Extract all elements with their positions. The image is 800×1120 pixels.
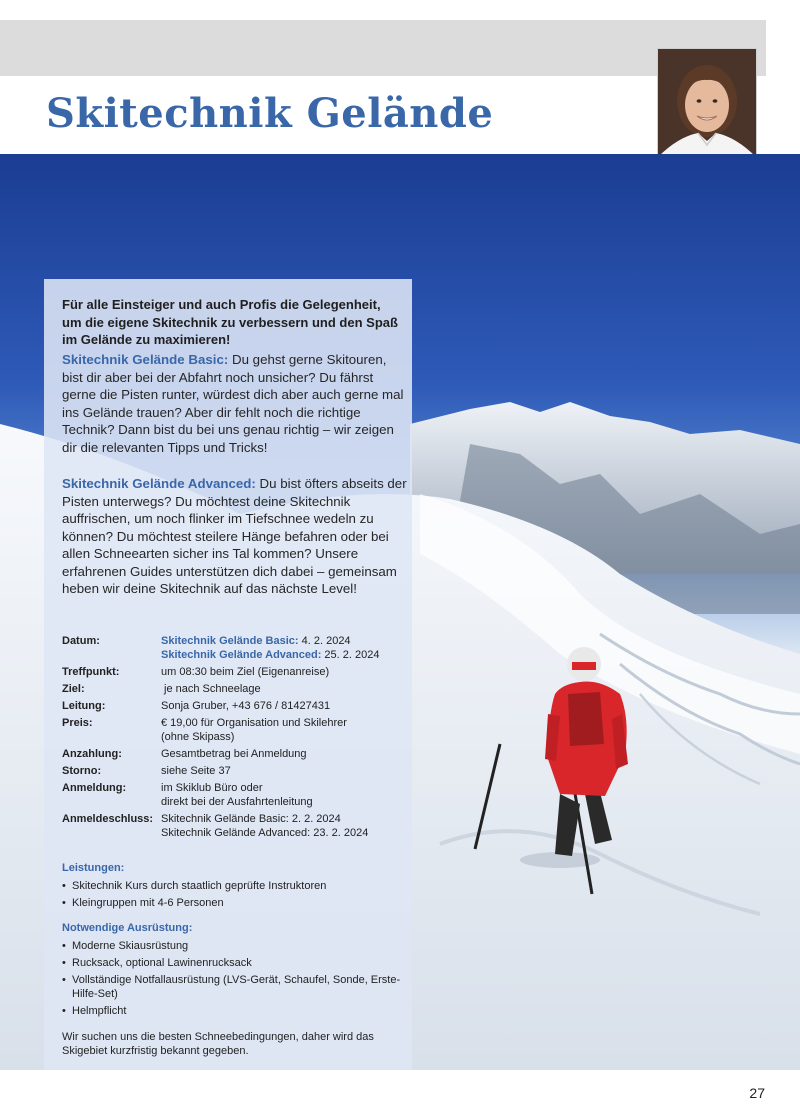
detail-row-anmeldeschluss xyxy=(62,812,407,840)
detail-label: Anzahlung: xyxy=(62,748,122,760)
detail-row-anmeldung xyxy=(62,781,407,809)
list-item: • Skitechnik Kurs durch staatlich geprüfte Instruktoren xyxy=(62,879,407,893)
datum-basic-lead: Skitechnik Gelände Basic: xyxy=(161,635,299,647)
detail-value: siehe Seite 37 xyxy=(161,765,231,777)
detail-value xyxy=(161,781,407,809)
list-item: • Helmpflicht xyxy=(62,1004,407,1018)
detail-value: je nach Schneelage xyxy=(164,683,261,695)
detail-row-leitung xyxy=(62,699,407,713)
datum-advanced-lead: Skitechnik Gelände Advanced: xyxy=(161,649,322,661)
detail-label: Treffpunkt: xyxy=(62,666,120,678)
preis-line-2: (ohne Skipass) xyxy=(161,731,235,743)
detail-row-anzahlung xyxy=(62,747,407,761)
schluss-line-2: Skitechnik Gelände Advanced: 23. 2. 2024 xyxy=(161,827,369,839)
detail-label: Anmeldeschluss: xyxy=(62,813,154,825)
basic-lead: Skitechnik Gelände Basic: xyxy=(62,352,229,367)
datum-advanced-date: 25. 2. 2024 xyxy=(321,649,380,661)
details-table xyxy=(62,634,407,843)
list-item: • Kleingruppen mit 4-6 Personen xyxy=(62,896,407,910)
anmeldung-line-1: im Skiklub Büro oder xyxy=(161,782,263,794)
detail-row-datum xyxy=(62,634,407,662)
detail-row-preis xyxy=(62,716,407,744)
page-title: Skitechnik Gelände xyxy=(46,90,494,137)
detail-label: Preis: xyxy=(62,717,93,729)
header-band xyxy=(0,20,766,76)
detail-value xyxy=(161,716,407,744)
list-item: • Vollständige Notfallausrüstung (LVS-Gerät, Schaufel, Sonde, Erste-Hilfe-Set) xyxy=(62,973,407,1001)
detail-label: Datum: xyxy=(62,635,100,647)
detail-value: Gesamtbetrag bei Anmeldung xyxy=(161,748,307,760)
detail-row-storno xyxy=(62,764,407,778)
basic-paragraph xyxy=(62,351,407,456)
advanced-paragraph xyxy=(62,475,407,598)
detail-row-ziel xyxy=(62,682,407,696)
advanced-lead: Skitechnik Gelände Advanced: xyxy=(62,476,256,491)
detail-row-treffpunkt xyxy=(62,665,407,679)
advanced-text: Du bist öfters abseits der Pisten unterwegs? Du möchtest deine Skitechnik auffrischen, um noch flinker im Tiefschnee wedeln zu können? Du möchtest steilere Hänge befahren oder bei allen Schneearten sicher ins Tal kommen? Unsere erfahrenen Guides unterstützen dich dabei – gemeinsam heben wir deine Skitechnik auf das nächste Level! xyxy=(62,476,407,596)
detail-value xyxy=(161,634,407,662)
list-item: • Rucksack, optional Lawinenrucksack xyxy=(62,956,407,970)
preis-line-1: € 19,00 für Organisation und Skilehrer xyxy=(161,717,347,729)
schluss-line-1: Skitechnik Gelände Basic: 2. 2. 2024 xyxy=(161,813,341,825)
anmeldung-line-2: direkt bei der Ausfahrtenleitung xyxy=(161,796,313,808)
leistungen-list xyxy=(62,879,407,913)
detail-value: um 08:30 beim Ziel (Eigenanreise) xyxy=(161,666,330,678)
intro-text: Für alle Einsteiger und auch Profis die Gelegenheit, um die eigene Skitechnik zu verbessern und den Spaß im Gelände zu maximieren! xyxy=(62,297,398,347)
basic-text: Du gehst gerne Skitouren, bist dir aber bei der Abfahrt noch unsicher? Du fährst gerne die Pisten runter, würdest dich aber auch gerne mal ins Gelände trauen? Aber dir fehlt noch die richtige Technik? Dann bist du bei uns genau richtig – wir zeigen dir die relevanten Tipps und Tricks! xyxy=(62,352,404,455)
list-item: • Moderne Skiausrüstung xyxy=(62,939,407,953)
closing-note: Wir suchen uns die besten Schneebedingungen, daher wird das Skigebiet kurzfristig bekannt gegeben. xyxy=(62,1031,374,1057)
page-number: 27 xyxy=(749,1085,765,1101)
detail-value: Sonja Gruber, +43 676 / 81427431 xyxy=(161,700,331,712)
detail-value xyxy=(161,812,407,840)
detail-label: Ziel: xyxy=(62,683,85,695)
detail-label: Leitung: xyxy=(62,700,106,712)
detail-label: Anmeldung: xyxy=(62,782,127,794)
ausruestung-list xyxy=(62,939,407,1021)
datum-basic-date: 4. 2. 2024 xyxy=(298,635,351,647)
ausruestung-heading: Notwendige Ausrüstung: xyxy=(62,922,193,934)
detail-label: Storno: xyxy=(62,765,102,777)
leistungen-heading: Leistungen: xyxy=(62,862,125,874)
